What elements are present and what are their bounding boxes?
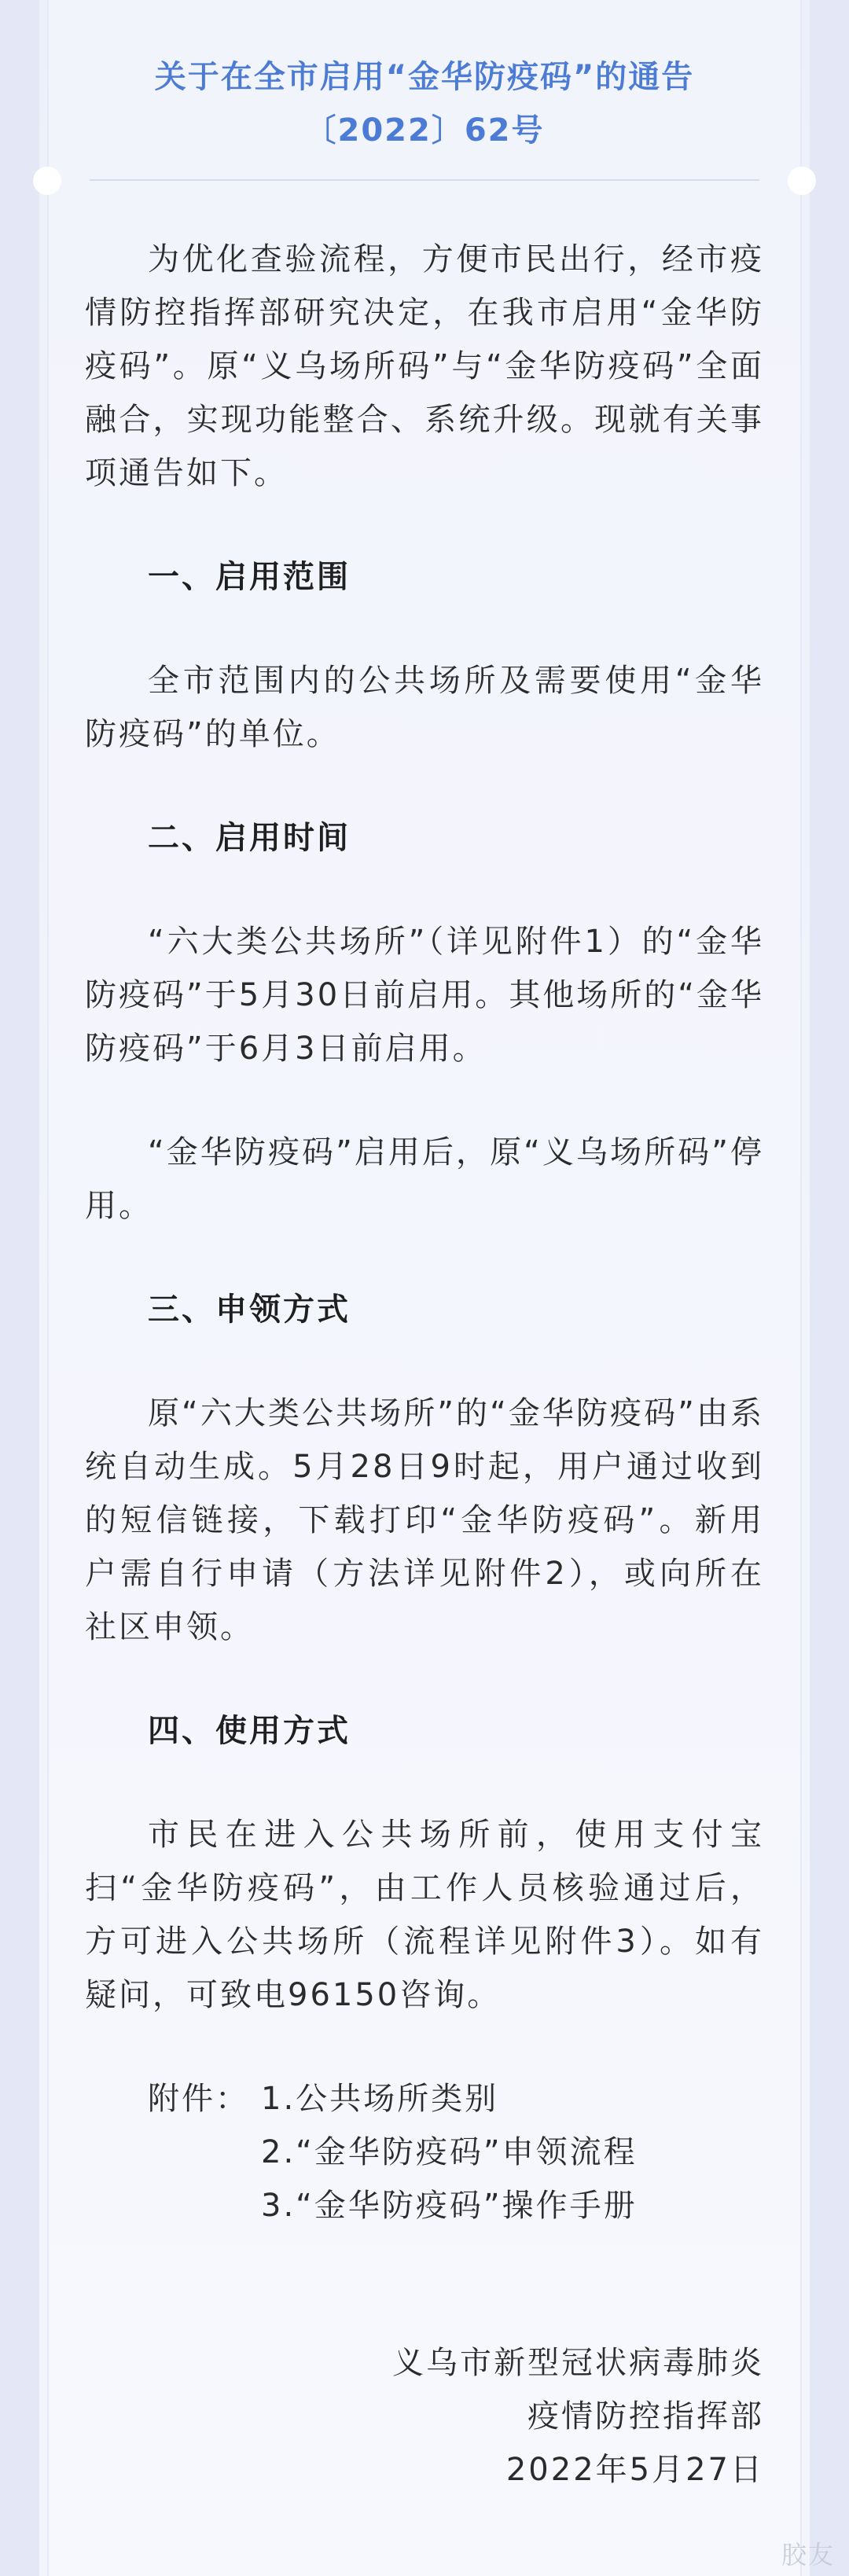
section-heading-apply: 三、申领方式 <box>148 1292 351 1328</box>
attachments-label: 附件： <box>148 2081 249 2117</box>
section-paragraph-time-1: “六大类公共场所”（详见附件1）的“金华防疫码”于5月30日前启用。其他场所的“金华防疫码”于6月3日前启用。 <box>85 924 764 1067</box>
notice-body <box>85 233 764 2497</box>
right-side-band <box>810 0 849 2576</box>
section-heading-usage: 四、使用方式 <box>148 1713 351 1749</box>
corner-watermark-text: 胶友 <box>781 2540 835 2570</box>
notice-number: 〔2022〕62号 <box>304 112 545 149</box>
attachment-item: 2.“金华防疫码”申领流程 <box>261 2134 638 2170</box>
signature-org-line1: 义乌市新型冠状病毒肺炎 <box>392 2345 764 2381</box>
right-card-notch <box>788 167 816 195</box>
attachment-item: 1.公共场所类别 <box>261 2081 499 2117</box>
section-paragraph-apply: 原“六大类公共场所”的“金华防疫码”由系统自动生成。5月28日9时起，用户通过收到的短信链接，下载打印“金华防疫码”。新用户需自行申请（方法详见附件2），或向所在社区申领。 <box>85 1395 764 1645</box>
section-paragraph-usage: 市民在进入公共场所前，使用支付宝扫“金华防疫码”，由工作人员核验通过后，方可进入公共场所（流程详见附件3）。如有疑问，可致电96150咨询。 <box>85 1817 764 2013</box>
left-side-band <box>0 0 39 2576</box>
signature-org-line2: 疫情防控指挥部 <box>527 2398 764 2435</box>
attachments <box>85 2072 764 2232</box>
attachments-list <box>261 2072 638 2232</box>
left-card-notch <box>33 167 61 195</box>
section-paragraph-time-2: “金华防疫码”启用后，原“义乌场所码”停用。 <box>85 1134 764 1224</box>
section-heading-scope: 一、启用范围 <box>148 559 351 595</box>
notice-header <box>47 50 802 157</box>
section-paragraph-scope: 全市范围内的公共场所及需要使用“金华防疫码”的单位。 <box>85 663 764 752</box>
signature <box>85 2336 764 2497</box>
intro-paragraph: 为优化查验流程，方便市民出行，经市疫情防控指挥部研究决定，在我市启用“金华防疫码”。原“义乌场所码”与“金华防疫码”全面融合，实现功能整合、系统升级。现就有关事项通告如下。 <box>85 241 764 491</box>
header-divider <box>90 179 759 181</box>
attachment-item: 3.“金华防疫码”操作手册 <box>261 2188 638 2224</box>
notice-title: 关于在全市启用“金华防疫码”的通告 <box>154 59 695 95</box>
section-heading-time: 二、启用时间 <box>148 820 351 856</box>
signature-date: 2022年5月27日 <box>505 2452 764 2488</box>
